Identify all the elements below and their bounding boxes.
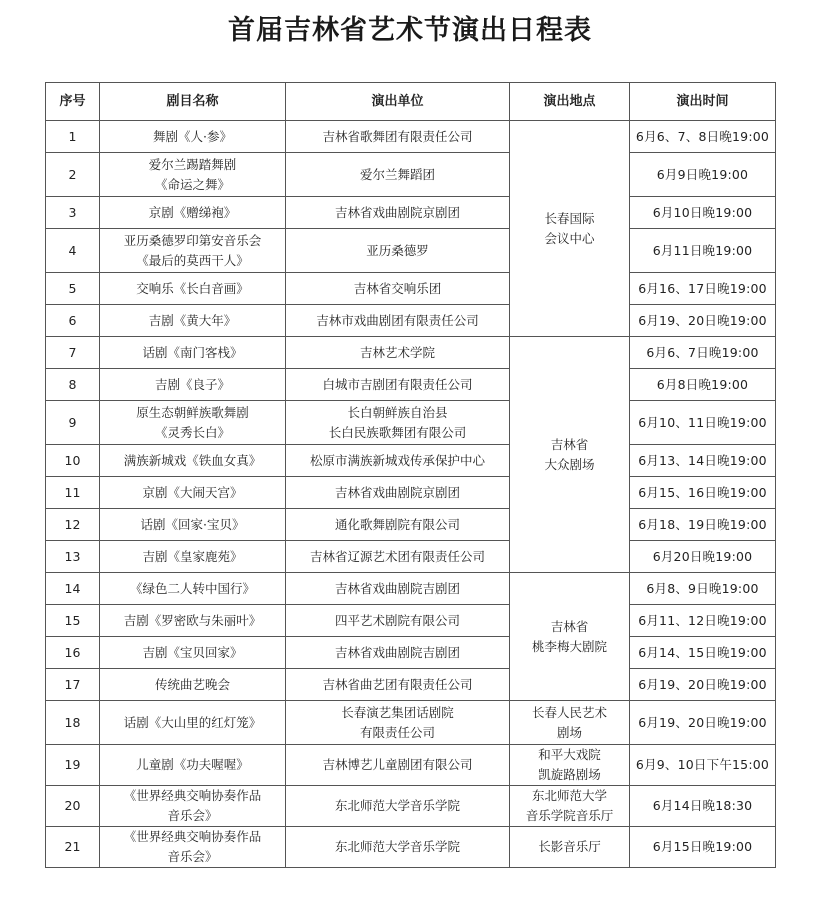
performing-unit-line: 吉林省戏曲剧院京剧团 [334,484,460,500]
performing-unit-line: 吉林博艺儿童剧团有限公司 [322,757,473,772]
performing-unit [286,541,510,573]
table-header-row [46,83,776,121]
venue-line: 吉林省 [550,436,589,452]
header-unit: 演出单位 [286,83,510,121]
table-row [46,541,776,573]
program-name [100,541,286,573]
program-name [100,786,286,827]
program-name [100,477,286,509]
performing-unit-line: 吉林省戏曲剧院吉剧团 [334,580,460,596]
program-name [100,273,286,305]
program-name-line: 儿童剧《功夫喔喔》 [136,757,249,772]
performance-time: 6月18、19日晚19:00 [630,509,776,541]
program-name [100,121,286,153]
performing-unit-line: 吉林省交响乐团 [353,280,442,296]
program-name [100,445,286,477]
row-number: 3 [46,197,100,229]
program-name [100,669,286,701]
page-title: 首届吉林省艺术节演出日程表 [228,15,592,46]
program-name-line: 《绿色二人转中国行》 [129,580,255,596]
performing-unit-line: 长春演艺集团话剧院 [341,704,454,720]
program-name [100,605,286,637]
header-program: 剧目名称 [100,83,286,121]
program-name-line: 话剧《回家·宝贝》 [140,516,245,532]
performing-unit-line: 吉林省戏曲剧院京剧团 [334,204,460,220]
program-name [100,637,286,669]
venue-line: 桃李梅大剧院 [531,638,607,654]
program-name-line: 满族新城戏《铁血女真》 [123,452,262,468]
performance-time: 6月20日晚19:00 [630,541,776,573]
table-row [46,477,776,509]
row-number: 19 [46,745,100,786]
program-name-line: 交响乐《长白音画》 [136,280,249,296]
program-name [100,701,286,745]
program-name-line: 京剧《赠绨袍》 [148,204,237,220]
program-name-line: 音乐会》 [167,808,218,823]
row-number: 17 [46,669,100,701]
venue [510,701,630,745]
table-row [46,745,776,786]
program-name [100,369,286,401]
performing-unit [286,637,510,669]
performing-unit-line: 亚历桑德罗 [366,242,429,258]
performing-unit [286,509,510,541]
program-name-line: 原生态朝鲜族歌舞剧 [136,404,249,420]
row-number: 21 [46,827,100,868]
program-name-line: 舞剧《人·参》 [153,128,232,144]
table-row [46,229,776,273]
performing-unit-line: 吉林省戏曲剧院吉剧团 [334,644,460,660]
performance-time: 6月13、14日晚19:00 [630,445,776,477]
venue-line: 长影音乐厅 [538,839,601,854]
row-number: 18 [46,701,100,745]
performing-unit-line: 吉林省歌舞团有限责任公司 [322,128,473,144]
venue [510,827,630,868]
program-name-line: 传统曲艺晚会 [154,676,230,692]
performing-unit [286,745,510,786]
program-name-line: 《世界经典交响协奏作品 [123,788,262,803]
table-row [46,827,776,868]
row-number: 5 [46,273,100,305]
row-number: 10 [46,445,100,477]
performing-unit [286,197,510,229]
performance-time: 6月19、20日晚19:00 [630,305,776,337]
venue-line: 凯旋路剧场 [538,767,601,782]
program-name-line: 话剧《南门客栈》 [142,344,243,360]
performing-unit-line: 东北师范大学音乐学院 [334,839,460,854]
table-row [46,573,776,605]
table-row [46,637,776,669]
performance-time: 6月9日晚19:00 [630,153,776,197]
program-name-line: 爱尔兰踢踏舞剧 [148,156,237,172]
program-name-line: 话剧《大山里的红灯笼》 [123,714,262,730]
program-name [100,827,286,868]
performing-unit [286,669,510,701]
table-row [46,305,776,337]
program-name [100,197,286,229]
venue-line: 长春国际 [544,210,595,226]
program-name-line: 吉剧《皇家鹿苑》 [142,548,243,564]
row-number: 1 [46,121,100,153]
program-name-line: 吉剧《黄大年》 [148,312,237,328]
program-name-line: 《世界经典交响协奏作品 [123,829,262,844]
performance-time: 6月19、20日晚19:00 [630,669,776,701]
table-row [46,337,776,369]
schedule-table [45,82,776,868]
venue [510,337,630,573]
table-row [46,786,776,827]
performing-unit-line: 吉林省辽源艺术团有限责任公司 [309,548,485,564]
performing-unit-line: 吉林省曲艺团有限责任公司 [322,676,473,692]
performing-unit-line: 爱尔兰舞蹈团 [359,166,435,182]
performance-time: 6月11、12日晚19:00 [630,605,776,637]
program-name-line: 《最后的莫西干人》 [136,252,249,268]
header-time: 演出时间 [630,83,776,121]
performing-unit [286,153,510,197]
row-number: 7 [46,337,100,369]
performance-time: 6月11日晚19:00 [630,229,776,273]
performing-unit [286,701,510,745]
program-name-line: 京剧《大闹天宫》 [142,484,243,500]
performance-time: 6月8日晚19:00 [630,369,776,401]
performance-time: 6月15、16日晚19:00 [630,477,776,509]
venue-line: 和平大戏院 [538,747,601,762]
row-number: 16 [46,637,100,669]
program-name-line: 亚历桑德罗印第安音乐会 [123,232,262,248]
table-row [46,669,776,701]
program-name [100,153,286,197]
performing-unit [286,477,510,509]
table-row [46,369,776,401]
venue-line: 会议中心 [544,230,595,246]
program-name-line: 吉剧《宝贝回家》 [142,644,243,660]
row-number: 13 [46,541,100,573]
performance-time: 6月10、11日晚19:00 [630,401,776,445]
row-number: 11 [46,477,100,509]
venue [510,121,630,337]
program-name-line: 吉剧《罗密欧与朱丽叶》 [123,612,262,628]
row-number: 14 [46,573,100,605]
table-row [46,605,776,637]
performing-unit-line: 吉林艺术学院 [359,344,435,360]
row-number: 6 [46,305,100,337]
performing-unit-line: 白城市吉剧团有限责任公司 [322,376,473,392]
performing-unit [286,445,510,477]
row-number: 8 [46,369,100,401]
performing-unit-line: 长白朝鲜族自治县 [347,404,448,420]
header-no: 序号 [46,83,100,121]
performing-unit [286,369,510,401]
performing-unit [286,401,510,445]
header-venue: 演出地点 [510,83,630,121]
row-number: 20 [46,786,100,827]
performing-unit [286,605,510,637]
venue-line: 长春人民艺术 [531,704,607,720]
table-row [46,121,776,153]
program-name-line: 《灵秀长白》 [154,424,230,440]
program-name-line: 吉剧《良子》 [154,376,230,392]
performance-time: 6月14、15日晚19:00 [630,637,776,669]
venue [510,786,630,827]
performing-unit-line: 四平艺术剧院有限公司 [334,612,460,628]
venue-line: 吉林省 [550,618,589,634]
performance-time: 6月10日晚19:00 [630,197,776,229]
performing-unit [286,229,510,273]
table-row [46,445,776,477]
performing-unit [286,305,510,337]
row-number: 15 [46,605,100,637]
performing-unit-line: 东北师范大学音乐学院 [334,798,460,813]
program-name [100,229,286,273]
venue-line: 音乐学院音乐厅 [525,808,614,823]
performance-time: 6月19、20日晚19:00 [630,701,776,745]
performance-time: 6月6、7日晚19:00 [630,337,776,369]
performing-unit [286,786,510,827]
venue-line: 东北师范大学 [531,788,607,803]
performance-time: 6月15日晚19:00 [630,827,776,868]
table-row [46,197,776,229]
performing-unit-line: 通化歌舞剧院有限公司 [334,516,460,532]
venue-line: 剧场 [556,724,582,740]
program-name [100,337,286,369]
table-row [46,273,776,305]
performance-time: 6月8、9日晚19:00 [630,573,776,605]
performance-time: 6月9、10日下午15:00 [630,745,776,786]
venue [510,573,630,701]
performing-unit-line: 长白民族歌舞团有限公司 [328,424,467,440]
row-number: 4 [46,229,100,273]
performing-unit-line: 吉林市戏曲剧团有限责任公司 [316,312,479,328]
table-row [46,153,776,197]
program-name [100,401,286,445]
program-name [100,745,286,786]
venue-line: 大众剧场 [544,456,595,472]
performance-time: 6月6、7、8日晚19:00 [630,121,776,153]
performance-time: 6月14日晚18:30 [630,786,776,827]
program-name [100,573,286,605]
table-row [46,701,776,745]
program-name [100,305,286,337]
performing-unit [286,273,510,305]
performing-unit [286,121,510,153]
program-name [100,509,286,541]
venue [510,745,630,786]
row-number: 9 [46,401,100,445]
row-number: 12 [46,509,100,541]
performance-time: 6月16、17日晚19:00 [630,273,776,305]
performing-unit [286,827,510,868]
performing-unit-line: 松原市满族新城戏传承保护中心 [309,452,485,468]
program-name-line: 音乐会》 [167,849,218,864]
performing-unit [286,573,510,605]
table-row [46,401,776,445]
performing-unit [286,337,510,369]
row-number: 2 [46,153,100,197]
table-row [46,509,776,541]
performing-unit-line: 有限责任公司 [359,724,435,740]
program-name-line: 《命运之舞》 [154,176,230,192]
